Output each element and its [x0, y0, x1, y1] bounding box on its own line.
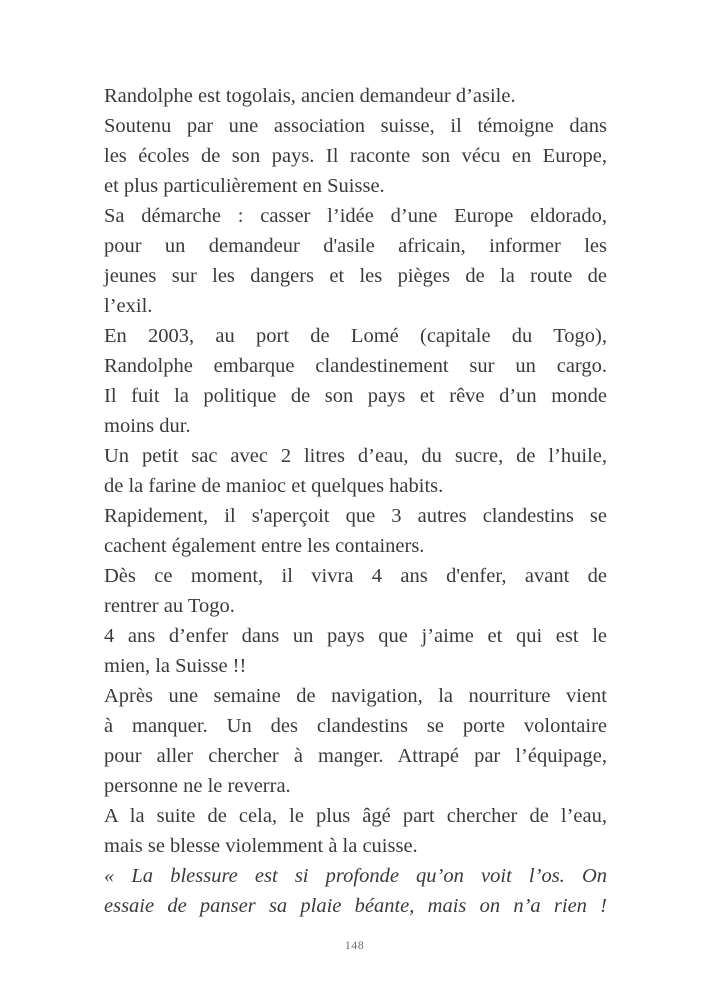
paragraph: [104, 801, 607, 861]
text-line: Randolphe est togolais, ancien demandeur d’asile.: [104, 85, 516, 107]
text-line: Il fuit la politique de son pays et rêve d’un monde: [104, 385, 607, 407]
paragraph: [104, 321, 607, 441]
text-line: pour un demandeur d'asile africain, informer les: [104, 235, 607, 257]
text-line: Rapidement, il s'aperçoit que 3 autres clandestins se: [104, 505, 607, 527]
text-line: 4 ans d’enfer dans un pays que j’aime et qui est le: [104, 625, 607, 647]
paragraph: [104, 201, 607, 321]
text-line: Après une semaine de navigation, la nourriture vient: [104, 685, 607, 707]
paragraph: [104, 441, 607, 501]
text-line: personne ne le reverra.: [104, 775, 291, 797]
text-line: cachent également entre les containers.: [104, 535, 425, 557]
text-line: à manquer. Un des clandestins se porte volontaire: [104, 715, 607, 737]
text-line: Dès ce moment, il vivra 4 ans d'enfer, avant de: [104, 565, 607, 587]
text-line: A la suite de cela, le plus âgé part chercher de l’eau,: [104, 805, 607, 827]
text-line: Sa démarche : casser l’idée d’une Europe eldorado,: [104, 205, 607, 227]
text-line: et plus particulièrement en Suisse.: [104, 175, 385, 197]
text-line: « La blessure est si profonde qu’on voit l’os. On: [104, 865, 607, 887]
page-number: 148: [344, 938, 365, 952]
text-line: mais se blesse violemment à la cuisse.: [104, 835, 418, 857]
paragraph: [104, 561, 607, 621]
paragraph: [104, 111, 607, 201]
paragraph: [104, 81, 607, 111]
paragraph: [104, 501, 607, 561]
text-line: moins dur.: [104, 415, 191, 437]
text-line: les écoles de son pays. Il raconte son vécu en Europe,: [104, 145, 607, 167]
text-line: de la farine de manioc et quelques habits.: [104, 475, 444, 497]
paragraph: [104, 621, 607, 681]
text-line: pour aller chercher à manger. Attrapé par l’équipage,: [104, 745, 607, 767]
text-line: Un petit sac avec 2 litres d’eau, du sucre, de l’huile,: [104, 445, 607, 467]
text-line: En 2003, au port de Lomé (capitale du Togo),: [104, 325, 607, 347]
text-line: mien, la Suisse !!: [104, 655, 247, 677]
text-line: rentrer au Togo.: [104, 595, 235, 617]
paragraph: [104, 861, 607, 921]
text-line: l’exil.: [104, 295, 153, 317]
text-line: jeunes sur les dangers et les pièges de la route de: [104, 265, 607, 287]
text-line: Randolphe embarque clandestinement sur un cargo.: [104, 355, 607, 377]
text-line: essaie de panser sa plaie béante, mais on n’a rien !: [104, 895, 607, 917]
paragraph: [104, 681, 607, 801]
text-line: Soutenu par une association suisse, il témoigne dans: [104, 115, 607, 137]
page-text: [104, 81, 607, 921]
